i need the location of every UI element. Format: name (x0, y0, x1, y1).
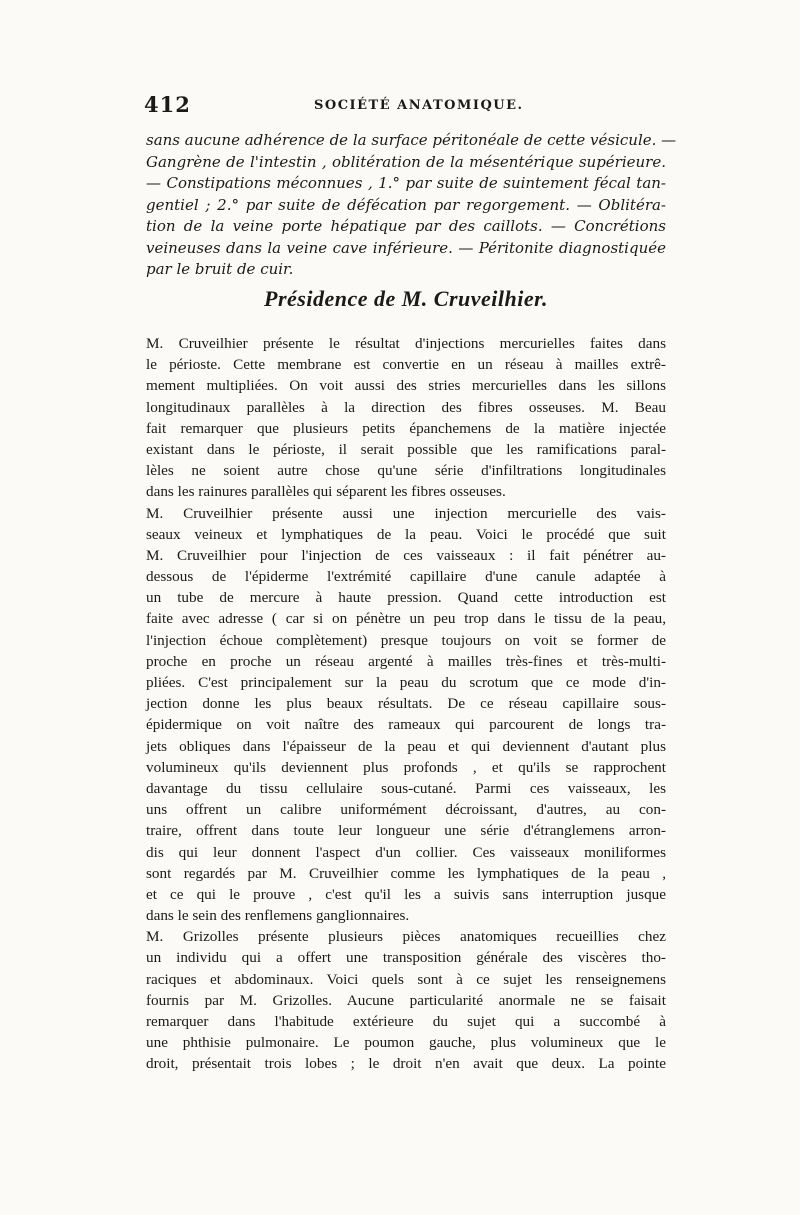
body-line: dans les rainures parallèles qui séparent les fibres osseuses. (146, 483, 506, 501)
summary-line: gentiel ; 2.° par suite de défécation par regorgement. — Oblitéra- (146, 195, 666, 214)
body-line: existant dans le périoste, il serait possible que les ramifications paral- (146, 440, 666, 458)
body-line: fait remarquer que plusieurs petits épanchemens de la matière injectée (146, 419, 666, 437)
body-line: seaux veineux et lymphatiques de la peau. Voici le procédé que suit (146, 525, 666, 543)
body-line: longitudinaux parallèles à la direction des fibres osseuses. M. Beau (146, 398, 666, 416)
page-header (144, 92, 664, 122)
summary-line: veineuses dans la veine cave inférieure. — Péritonite diagnostiquée (146, 238, 666, 257)
body-line: fournis par M. Grizolles. Aucune particularité anormale ne se faisait (146, 991, 666, 1009)
summary-paragraph (146, 130, 677, 281)
body-line: jection donne les plus beaux résultats. De ce réseau capillaire sous- (146, 695, 666, 713)
summary-line: — Constipations méconnues , 1.° par suite de suintement fécal tan- (146, 174, 666, 192)
page-number: 412 (144, 92, 191, 117)
body-line: dessous de l'épiderme l'extrémité capillaire d'une canule adaptée à (146, 568, 666, 586)
body-line: M. Cruveilhier présente le résultat d'injections mercurielles faites dans (146, 335, 666, 352)
body-line: raciques et abdominaux. Voici quels sont à ce sujet les renseignemens (146, 970, 666, 988)
section-title: Présidence de M. Cruveilhier. (264, 286, 548, 311)
body-line: faite avec adresse ( car si on pénètre un peu trop dans le tissu de la peau, (146, 610, 666, 628)
body-line: un tube de mercure à haute pression. Quand cette introduction est (146, 589, 666, 607)
body-line: droit, présentait trois lobes ; le droit n'en avait que deux. La pointe (146, 1055, 666, 1073)
body-line: davantage du tissu cellulaire sous-cutané. Parmi ces vaisseaux, les (146, 779, 666, 797)
body-line: jets obliques dans l'épaisseur de la peau et qui deviennent d'autant plus (146, 737, 666, 755)
body-line: M. Grizolles présente plusieurs pièces anatomiques recueillies chez (146, 928, 666, 946)
body-line: proche en proche un réseau argenté à mailles très-fines et très-multi- (146, 652, 666, 670)
summary-line: par le bruit de cuir. (146, 260, 294, 278)
body-line: sont regardés par M. Cruveilhier comme les lymphatiques de la peau , (146, 864, 666, 882)
body-line: M. Cruveilhier pour l'injection de ces vaisseaux : il fait pénétrer au- (146, 546, 666, 564)
running-head: SOCIÉTÉ ANATOMIQUE. (314, 98, 524, 113)
body-line: et ce qui le prouve , c'est qu'il les a suivis sans interruption jusque (146, 885, 666, 903)
body-line: lèles ne soient autre chose qu'une série d'infiltrations longitudinales (146, 462, 666, 480)
body-line: une phthisie pulmonaire. Le poumon gauche, plus volumineux que le (146, 1034, 666, 1052)
body-line: épidermique on voit naître des rameaux qui parcourent de longs tra- (146, 716, 666, 734)
body-line: le périoste. Cette membrane est convertie en un réseau à mailles extrê- (146, 356, 666, 374)
summary-line: tion de la veine porte hépatique par des caillots. — Concrétions (146, 217, 666, 235)
body-line: un individu qui a offert une transposition générale des viscères tho- (146, 949, 666, 967)
body-line: dis qui leur donnent l'aspect d'un collier. Ces vaisseaux moniliformes (146, 843, 666, 861)
summary-line: Gangrène de l'intestin , oblitération de la mésentérique supérieure. (146, 152, 666, 171)
summary-line: sans aucune adhérence de la surface péritonéale de cette vésicule. — (146, 131, 677, 149)
body-line: l'injection échoue complètement) presque toujours on voit se former de (146, 631, 666, 649)
body-line: remarquer dans l'habitude extérieure du sujet qui a succombé à (146, 1013, 666, 1030)
body-text (146, 333, 666, 1075)
body-line: M. Cruveilhier présente aussi une injection mercurielle des vais- (146, 504, 666, 522)
body-line: pliées. C'est principalement sur la peau du scrotum que ce mode d'in- (146, 674, 666, 691)
body-line: traire, offrent dans toute leur longueur une série d'étranglemens arron- (146, 822, 666, 840)
body-line: dans le sein des renflemens ganglionnaires. (146, 907, 410, 925)
body-line: volumineux qu'ils deviennent plus profonds , et qu'ils se rapprochent (146, 758, 666, 776)
body-line: uns offrent un calibre uniformément décroissant, d'autres, au con- (146, 801, 666, 819)
body-line: mement multipliées. On voit aussi des stries mercurielles dans les sillons (146, 377, 666, 395)
